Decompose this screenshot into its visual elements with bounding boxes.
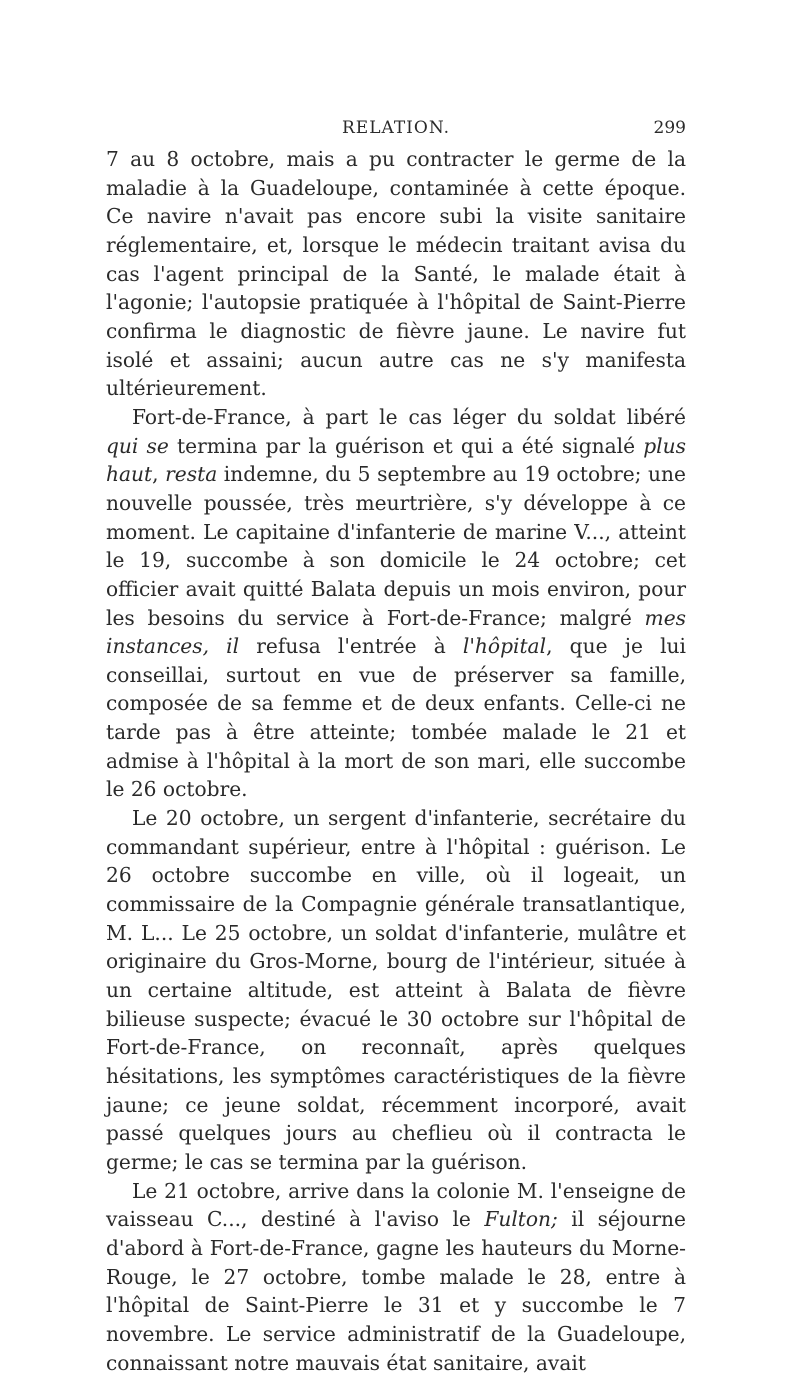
paragraph [106,804,686,1177]
text-run: 7 au 8 octobre, mais a pu contracter le germe de la maladie à la Guadeloupe, contaminée à cette époque. Ce navire n'avait pas encore subi la visite sanitaire réglementaire, et, lorsque le médecin traitant avisa du cas l'agent principal de la Santé, le malade était à l'agonie; l'autopsie pratiquée à l'hôpital de Saint-Pierre confirma le diagnostic de fièvre jaune. Le navire fut isolé et assaini; aucun autre cas ne s'y manifesta ultérieurement. [106,147,686,401]
italic-text: plus haut [106,433,686,487]
italic-text: l'hôpital [462,634,547,659]
running-head: RELATION. [341,118,451,138]
paragraph [106,403,686,804]
text-run: Le 20 octobre, un sergent d'infanterie, secrétaire du commandant supérieur, entre à l'hôpital : guérison. Le 26 octobre succombe en ville, où il logeait, un commissaire de la Compagnie générale transatlantique, M. L... Le 25 octobre, un soldat d'infanterie, mulâtre et originaire du Gros-Morne, bourg de l'intérieur, située à un certaine altitude, est atteint à Balata de fièvre bilieuse suspecte; évacué le 30 octobre sur l'hôpital de Fort-de-France, on reconnaît, après quelques hésitations, les symptômes caractéristiques de la fièvre jaune; ce jeune soldat, récemment incorporé, avait passé quelques jours au cheflieu où il contracta le germe; le cas se termina par la guérison. [106,806,686,1174]
page-header [106,114,686,144]
italic-text: Fulton; [484,1207,558,1232]
paragraph [106,145,686,403]
italic-text: resta [165,462,218,487]
italic-text: qui se [106,433,169,458]
text-run: indemne, du 5 septembre au 19 octobre; une nouvelle poussée, très meurtrière, s'y développe à ce moment. Le capitaine d'infanterie de marine V..., atteint le 19, succombe à son domicile le 24 octobre; cet officier avait quitté Balata depuis un mois environ, pour les besoins du service à Fort-de-France; malgré [106,462,686,630]
text-run: Fort-de-France, à part le cas léger du soldat libéré [132,404,686,429]
text-run: il séjourne d'abord à Fort-de-France, gagne les hauteurs du Morne-Rouge, le 27 octobre, tombe malade le 28, entre à l'hôpital de Saint-Pierre le 31 et y succombe le 7 novembre. Le service administratif de la Guadeloupe, connaissant notre mauvais état sanitaire, avait [106,1207,686,1375]
body-text [106,145,686,1377]
text-run: , [152,462,166,487]
text-run: Le 21 octobre, arrive dans la colonie M. l'enseigne de vaisseau C..., destiné à l'aviso le [106,1178,686,1232]
paragraph [106,1177,686,1377]
text-run: refusa l'entrée à [239,634,463,659]
italic-text: mes instances, il [106,605,686,659]
text-run: , que je lui conseillai, surtout en vue de préserver sa famille, composée de sa femme et de deux enfants. Celle-ci ne tarde pas à être atteinte; tombée malade le 21 et admise à l'hôpital à la mort de son mari, elle succombe le 26 octobre. [106,634,686,802]
text-run: termina par la guérison et qui a été signalé [168,433,644,458]
page-number: 299 [653,118,686,138]
